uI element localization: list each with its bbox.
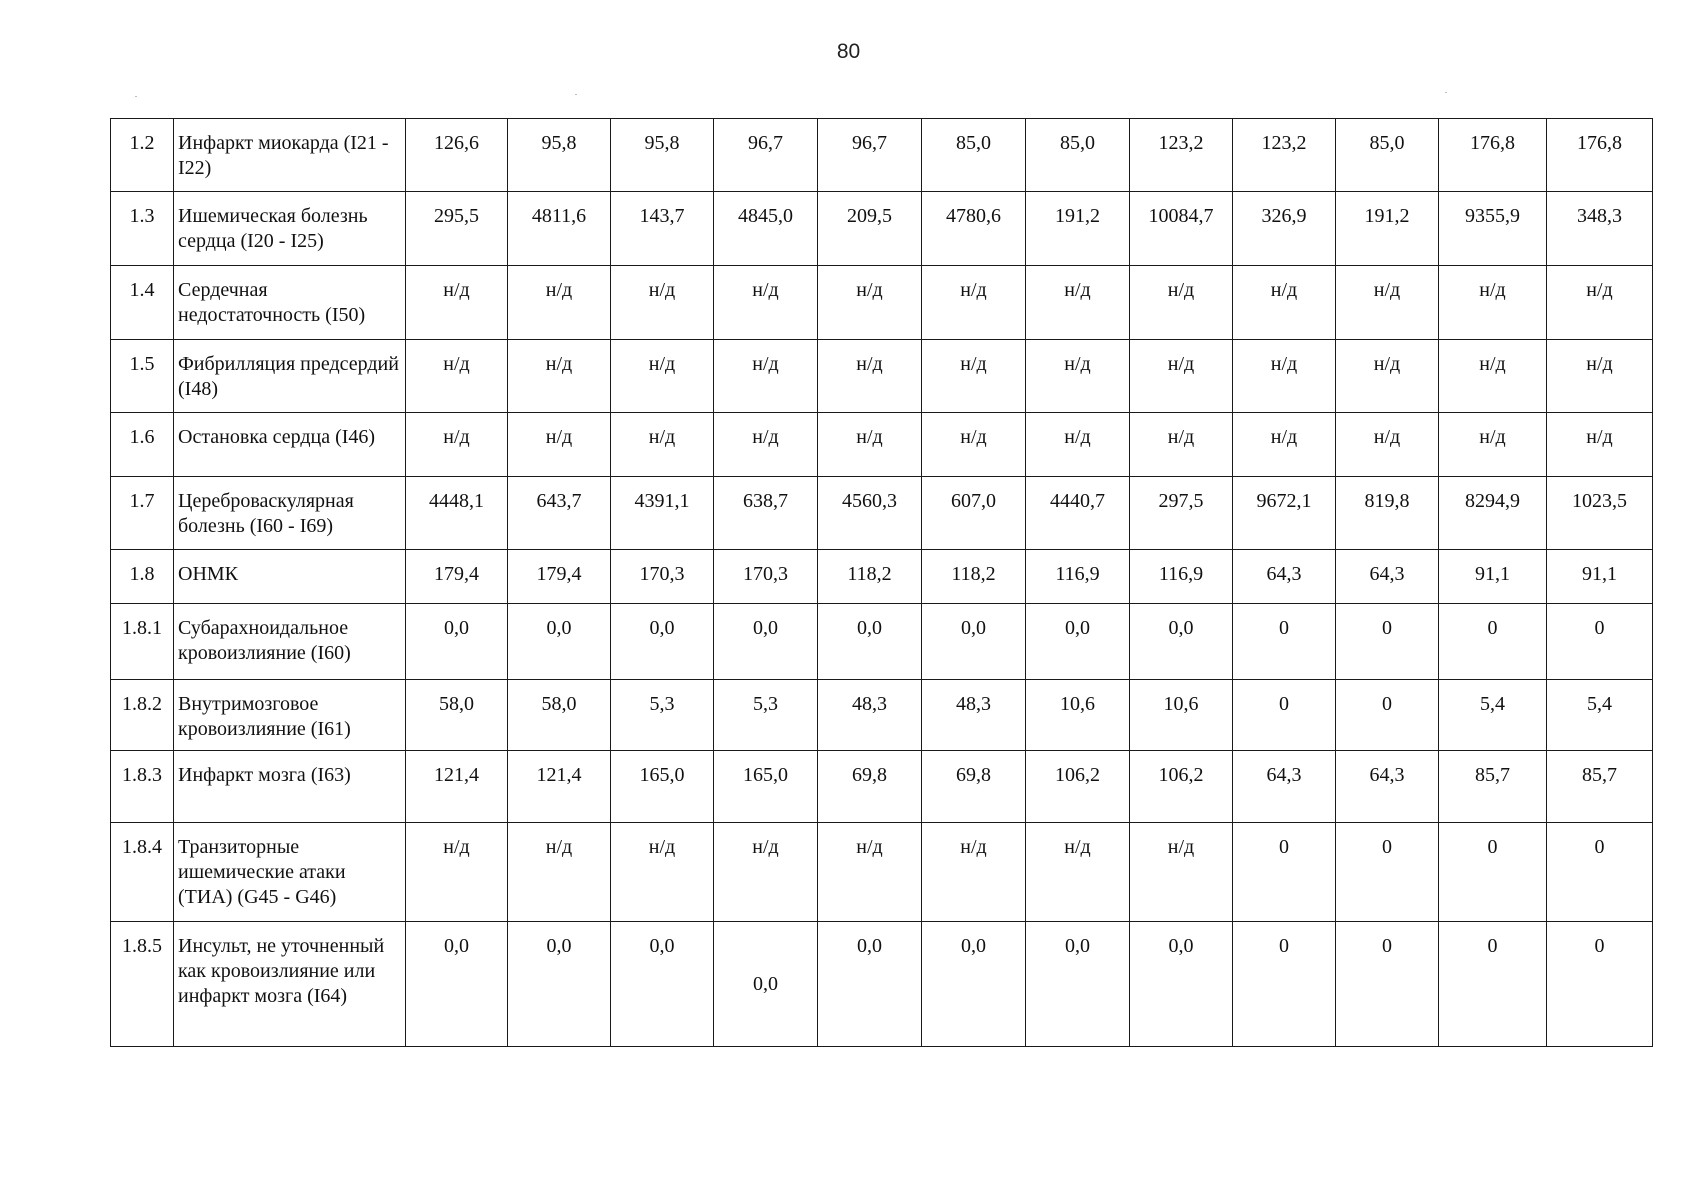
value-cell: н/д xyxy=(1233,413,1336,477)
value-cell: 0,0 xyxy=(406,922,508,1047)
value-cell: н/д xyxy=(508,340,611,413)
value-cell: н/д xyxy=(508,413,611,477)
value-cell: 165,0 xyxy=(611,751,714,823)
value-cell: н/д xyxy=(1547,266,1653,340)
scan-speck xyxy=(1445,92,1447,93)
value-cell: 121,4 xyxy=(508,751,611,823)
value-cell: 95,8 xyxy=(611,119,714,192)
value-cell: 85,7 xyxy=(1547,751,1653,823)
value-cell: 118,2 xyxy=(818,550,922,604)
value-cell: 0,0 xyxy=(818,922,922,1047)
table-row xyxy=(111,922,1653,1047)
row-number: 1.8.1 xyxy=(111,604,174,680)
value-cell: 64,3 xyxy=(1336,751,1439,823)
data-table xyxy=(110,118,1653,1047)
value-cell: 0,0 xyxy=(1130,604,1233,680)
scan-speck xyxy=(575,94,577,95)
value-cell: н/д xyxy=(1130,413,1233,477)
row-number: 1.6 xyxy=(111,413,174,477)
value-cell: н/д xyxy=(714,266,818,340)
value-cell: н/д xyxy=(1233,340,1336,413)
value-cell: 0,0 xyxy=(508,604,611,680)
value-cell: 96,7 xyxy=(714,119,818,192)
row-number: 1.8.2 xyxy=(111,680,174,751)
value-cell: 326,9 xyxy=(1233,192,1336,266)
table-row xyxy=(111,413,1653,477)
row-name: Транзиторные ишемические атаки (ТИА) (G45 - G46) xyxy=(174,823,406,922)
value-cell: 170,3 xyxy=(611,550,714,604)
value-cell: 10084,7 xyxy=(1130,192,1233,266)
value-cell: 295,5 xyxy=(406,192,508,266)
value-cell: н/д xyxy=(1026,266,1130,340)
value-cell: 143,7 xyxy=(611,192,714,266)
row-number: 1.5 xyxy=(111,340,174,413)
table-body xyxy=(111,119,1653,1047)
table-row xyxy=(111,680,1653,751)
row-name: Инфаркт мозга (I63) xyxy=(174,751,406,823)
row-name: Цереброваскулярная болезнь (I60 - I69) xyxy=(174,477,406,550)
value-cell: н/д xyxy=(714,823,818,922)
value-cell: 297,5 xyxy=(1130,477,1233,550)
row-name: ОНМК xyxy=(174,550,406,604)
value-cell: 0 xyxy=(1547,922,1653,1047)
row-number: 1.7 xyxy=(111,477,174,550)
value-cell: 9355,9 xyxy=(1439,192,1547,266)
value-cell: 95,8 xyxy=(508,119,611,192)
value-cell: н/д xyxy=(611,413,714,477)
value-cell: 8294,9 xyxy=(1439,477,1547,550)
table-row xyxy=(111,823,1653,922)
value-cell: 126,6 xyxy=(406,119,508,192)
value-cell: н/д xyxy=(611,823,714,922)
value-cell: 118,2 xyxy=(922,550,1026,604)
value-cell: 0,0 xyxy=(818,604,922,680)
value-cell: 48,3 xyxy=(818,680,922,751)
value-cell: 176,8 xyxy=(1547,119,1653,192)
value-cell: н/д xyxy=(818,413,922,477)
value-cell: 607,0 xyxy=(922,477,1026,550)
value-cell: 0 xyxy=(1439,922,1547,1047)
value-cell: 0 xyxy=(1336,604,1439,680)
value-cell: н/д xyxy=(922,413,1026,477)
value-cell: н/д xyxy=(611,266,714,340)
value-cell: 5,4 xyxy=(1547,680,1653,751)
value-cell: 123,2 xyxy=(1233,119,1336,192)
value-cell: 191,2 xyxy=(1026,192,1130,266)
value-cell: 176,8 xyxy=(1439,119,1547,192)
value-cell: 0,0 xyxy=(1130,922,1233,1047)
value-cell: н/д xyxy=(714,413,818,477)
value-cell: 165,0 xyxy=(714,751,818,823)
row-name: Инсульт, не уточненный как кровоизлияние или инфаркт мозга (I64) xyxy=(174,922,406,1047)
value-cell: 643,7 xyxy=(508,477,611,550)
value-cell: н/д xyxy=(1026,413,1130,477)
value-cell: 0,0 xyxy=(714,922,818,1047)
value-cell: н/д xyxy=(1439,413,1547,477)
value-cell: 170,3 xyxy=(714,550,818,604)
row-number: 1.8 xyxy=(111,550,174,604)
value-cell: н/д xyxy=(1439,266,1547,340)
value-cell: 0 xyxy=(1547,823,1653,922)
value-cell: 116,9 xyxy=(1130,550,1233,604)
value-cell: 5,3 xyxy=(611,680,714,751)
scan-speck xyxy=(135,96,137,97)
page-number: 80 xyxy=(836,40,861,63)
value-cell: 91,1 xyxy=(1439,550,1547,604)
value-cell: 96,7 xyxy=(818,119,922,192)
value-cell: 5,3 xyxy=(714,680,818,751)
value-cell: 0,0 xyxy=(611,922,714,1047)
value-cell: н/д xyxy=(1547,413,1653,477)
table-row xyxy=(111,751,1653,823)
value-cell: 64,3 xyxy=(1233,550,1336,604)
value-cell: 4811,6 xyxy=(508,192,611,266)
value-cell: н/д xyxy=(508,823,611,922)
row-number: 1.8.4 xyxy=(111,823,174,922)
value-cell: н/д xyxy=(406,340,508,413)
row-number: 1.2 xyxy=(111,119,174,192)
value-cell: 179,4 xyxy=(406,550,508,604)
value-cell: 0,0 xyxy=(611,604,714,680)
row-name: Субарахноидальное кровоизлияние (I60) xyxy=(174,604,406,680)
value-cell: 64,3 xyxy=(1336,550,1439,604)
value-cell: н/д xyxy=(922,340,1026,413)
value-cell: 85,0 xyxy=(1026,119,1130,192)
value-cell: 58,0 xyxy=(406,680,508,751)
value-cell: 106,2 xyxy=(1026,751,1130,823)
value-cell: 0,0 xyxy=(714,604,818,680)
value-cell: 10,6 xyxy=(1130,680,1233,751)
value-cell: 4440,7 xyxy=(1026,477,1130,550)
value-cell: 0,0 xyxy=(922,604,1026,680)
value-cell: н/д xyxy=(1130,340,1233,413)
value-cell: 4391,1 xyxy=(611,477,714,550)
value-cell: 58,0 xyxy=(508,680,611,751)
row-number: 1.8.3 xyxy=(111,751,174,823)
value-cell: н/д xyxy=(1130,266,1233,340)
value-cell: 348,3 xyxy=(1547,192,1653,266)
value-cell: 9672,1 xyxy=(1233,477,1336,550)
value-cell: 69,8 xyxy=(922,751,1026,823)
value-cell: 5,4 xyxy=(1439,680,1547,751)
value-cell: н/д xyxy=(406,413,508,477)
value-cell: 85,7 xyxy=(1439,751,1547,823)
value-cell: н/д xyxy=(406,266,508,340)
row-number: 1.8.5 xyxy=(111,922,174,1047)
value-cell: 121,4 xyxy=(406,751,508,823)
value-cell: 819,8 xyxy=(1336,477,1439,550)
value-cell: 116,9 xyxy=(1026,550,1130,604)
value-cell: 0,0 xyxy=(508,922,611,1047)
table-row xyxy=(111,477,1653,550)
value-cell: н/д xyxy=(1026,823,1130,922)
value-cell: 191,2 xyxy=(1336,192,1439,266)
table-row xyxy=(111,119,1653,192)
value-cell: 0 xyxy=(1336,680,1439,751)
row-name: Внутримозговое кровоизлияние (I61) xyxy=(174,680,406,751)
row-number: 1.3 xyxy=(111,192,174,266)
value-cell: н/д xyxy=(611,340,714,413)
value-cell: н/д xyxy=(1336,266,1439,340)
value-cell: 0 xyxy=(1439,823,1547,922)
value-cell: 0,0 xyxy=(406,604,508,680)
value-cell: 0 xyxy=(1336,922,1439,1047)
value-cell: н/д xyxy=(1233,266,1336,340)
value-cell: 638,7 xyxy=(714,477,818,550)
table-row xyxy=(111,192,1653,266)
row-name: Сердечная недостаточность (I50) xyxy=(174,266,406,340)
value-cell: 85,0 xyxy=(1336,119,1439,192)
value-cell: н/д xyxy=(1439,340,1547,413)
value-cell: 48,3 xyxy=(922,680,1026,751)
value-cell: 69,8 xyxy=(818,751,922,823)
value-cell: 0 xyxy=(1547,604,1653,680)
table-row xyxy=(111,340,1653,413)
value-cell: 4845,0 xyxy=(714,192,818,266)
value-cell: 85,0 xyxy=(922,119,1026,192)
value-cell: 106,2 xyxy=(1130,751,1233,823)
value-cell: 0,0 xyxy=(1026,922,1130,1047)
value-cell: 0 xyxy=(1336,823,1439,922)
value-cell: 4560,3 xyxy=(818,477,922,550)
value-cell: 0 xyxy=(1233,604,1336,680)
value-cell: н/д xyxy=(922,266,1026,340)
row-name: Ишемическая болезнь сердца (I20 - I25) xyxy=(174,192,406,266)
value-cell: 10,6 xyxy=(1026,680,1130,751)
row-number: 1.4 xyxy=(111,266,174,340)
value-cell: н/д xyxy=(818,340,922,413)
row-name: Фибрилляция предсердий (I48) xyxy=(174,340,406,413)
value-cell: н/д xyxy=(1336,413,1439,477)
value-cell: н/д xyxy=(508,266,611,340)
value-cell: 0,0 xyxy=(1026,604,1130,680)
value-cell: 4780,6 xyxy=(922,192,1026,266)
value-cell: 4448,1 xyxy=(406,477,508,550)
value-cell: 0 xyxy=(1233,680,1336,751)
value-cell: 179,4 xyxy=(508,550,611,604)
value-cell: 0 xyxy=(1233,922,1336,1047)
value-cell: 1023,5 xyxy=(1547,477,1653,550)
value-cell: н/д xyxy=(1336,340,1439,413)
value-cell: 91,1 xyxy=(1547,550,1653,604)
value-cell: 123,2 xyxy=(1130,119,1233,192)
value-cell: 0 xyxy=(1439,604,1547,680)
table-row xyxy=(111,266,1653,340)
value-cell: н/д xyxy=(1026,340,1130,413)
value-cell: н/д xyxy=(714,340,818,413)
value-cell: 0,0 xyxy=(922,922,1026,1047)
value-cell: н/д xyxy=(922,823,1026,922)
value-cell: н/д xyxy=(818,823,922,922)
value-cell: н/д xyxy=(406,823,508,922)
row-name: Остановка сердца (I46) xyxy=(174,413,406,477)
row-name: Инфаркт миокарда (I21 - I22) xyxy=(174,119,406,192)
value-cell: 64,3 xyxy=(1233,751,1336,823)
value-cell: 0 xyxy=(1233,823,1336,922)
value-cell: н/д xyxy=(818,266,922,340)
table-row xyxy=(111,604,1653,680)
table-row xyxy=(111,550,1653,604)
value-cell: н/д xyxy=(1130,823,1233,922)
value-cell: н/д xyxy=(1547,340,1653,413)
value-cell: 209,5 xyxy=(818,192,922,266)
